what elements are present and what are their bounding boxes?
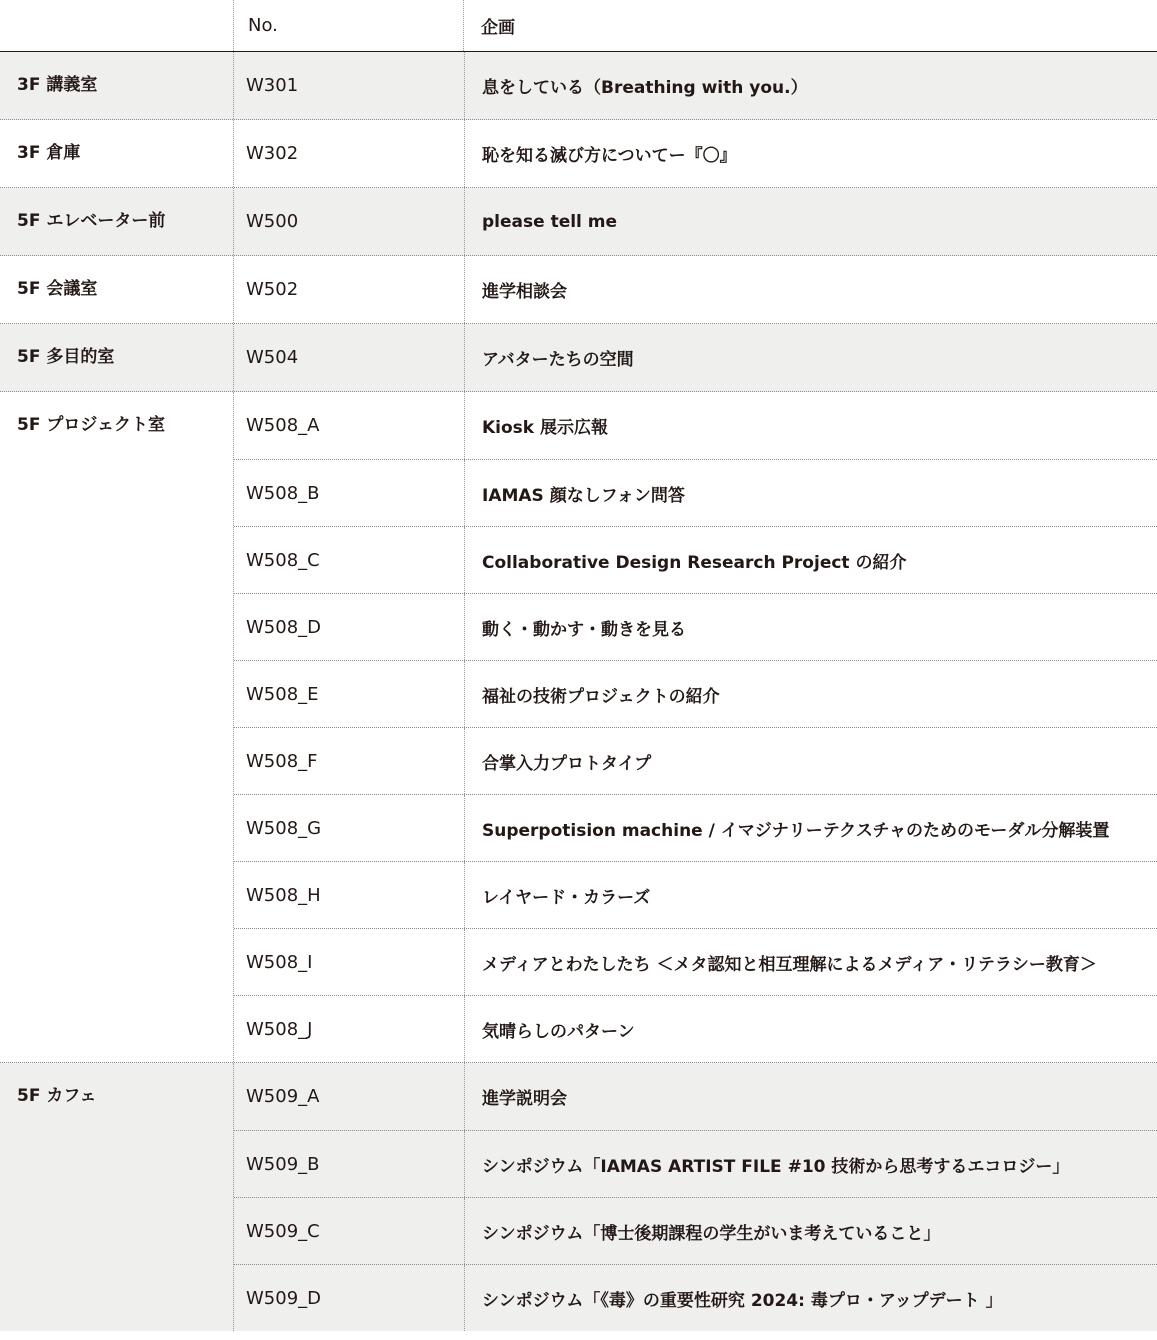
table-row bbox=[234, 1130, 1157, 1197]
exhibit-number: W509_A bbox=[246, 1086, 320, 1107]
table-row bbox=[234, 995, 1157, 1062]
exhibit-title: シンポジウム「博士後期課程の学生がいま考えていること」 bbox=[464, 1198, 1157, 1264]
exhibit-number: W502 bbox=[246, 279, 299, 300]
header-title: 企画 bbox=[463, 0, 1157, 51]
exhibit-number: W508_D bbox=[246, 616, 322, 638]
table-row bbox=[234, 660, 1157, 727]
exhibit-number: W509_D bbox=[246, 1287, 322, 1309]
location-group bbox=[0, 120, 1157, 188]
exhibit-number: W508_H bbox=[246, 884, 321, 906]
location-group bbox=[0, 392, 1157, 1063]
location-group bbox=[0, 324, 1157, 392]
location-cell: 3F 講義室 bbox=[17, 75, 98, 95]
exhibit-title: 進学相談会 bbox=[464, 256, 1157, 323]
exhibit-number: W508_B bbox=[246, 482, 320, 504]
exhibit-title: 息をしている（Breathing with you.） bbox=[464, 52, 1157, 119]
table-row bbox=[234, 1063, 1157, 1130]
exhibit-title: 合掌入力プロトタイプ bbox=[464, 728, 1157, 794]
exhibit-title: メディアとわたしたち ＜メタ認知と相互理解によるメディア・リテラシー教育＞ bbox=[464, 929, 1157, 995]
exhibit-title: please tell me bbox=[464, 188, 1157, 255]
group-rows bbox=[233, 120, 1157, 187]
table-row bbox=[234, 1264, 1157, 1331]
table-row bbox=[234, 120, 1157, 187]
table-body bbox=[0, 52, 1157, 1331]
table-row bbox=[234, 256, 1157, 323]
exhibit-number: W508_F bbox=[246, 750, 318, 772]
table-row bbox=[234, 324, 1157, 391]
location-group bbox=[0, 1063, 1157, 1331]
location-cell: 3F 倉庫 bbox=[17, 143, 81, 163]
location-cell: 5F 会議室 bbox=[17, 279, 98, 299]
group-rows bbox=[233, 1063, 1157, 1331]
table-row bbox=[234, 1197, 1157, 1264]
exhibit-title: 気晴らしのパターン bbox=[464, 996, 1157, 1062]
exhibit-number: W500 bbox=[246, 211, 299, 232]
group-rows bbox=[233, 188, 1157, 255]
exhibit-number: W504 bbox=[246, 347, 299, 368]
exhibit-title: IAMAS 顔なしフォン問答 bbox=[464, 460, 1157, 526]
location-cell: 5F プロジェクト室 bbox=[17, 415, 166, 435]
exhibit-title: アバターたちの空間 bbox=[464, 324, 1157, 391]
exhibit-number: W508_C bbox=[246, 549, 320, 571]
location-cell: 5F カフェ bbox=[17, 1086, 97, 1106]
location-group bbox=[0, 256, 1157, 324]
table-row bbox=[234, 861, 1157, 928]
location-cell: 5F エレベーター前 bbox=[17, 211, 166, 231]
exhibit-number: W508_A bbox=[246, 415, 320, 436]
exhibit-number: W509_B bbox=[246, 1153, 320, 1175]
exhibit-number: W508_J bbox=[246, 1018, 313, 1040]
exhibit-title: Kiosk 展示広報 bbox=[464, 392, 1157, 459]
table-row bbox=[234, 928, 1157, 995]
table-row bbox=[234, 794, 1157, 861]
group-rows bbox=[233, 52, 1157, 119]
table-row bbox=[234, 526, 1157, 593]
group-rows bbox=[233, 392, 1157, 1062]
exhibit-title: Collaborative Design Research Project の紹介 bbox=[464, 527, 1157, 593]
header-location-cell bbox=[0, 0, 233, 51]
location-group bbox=[0, 188, 1157, 256]
exhibit-number: W302 bbox=[246, 143, 299, 164]
location-cell: 5F 多目的室 bbox=[17, 347, 115, 367]
exhibit-number: W508_I bbox=[246, 951, 313, 973]
exhibit-title: シンポジウム「IAMAS ARTIST FILE #10 技術から思考するエコロジー」 bbox=[464, 1131, 1157, 1197]
exhibit-title: 動く・動かす・動きを見る bbox=[464, 594, 1157, 660]
table-header bbox=[0, 0, 1157, 52]
table-row bbox=[234, 459, 1157, 526]
location-group bbox=[0, 52, 1157, 120]
table-row bbox=[234, 727, 1157, 794]
table-row bbox=[234, 188, 1157, 255]
exhibit-title: Superpotision machine / イマジナリーテクスチャのためのモーダル分解装置 bbox=[464, 795, 1157, 861]
table-row bbox=[234, 392, 1157, 459]
exhibit-title: レイヤード・カラーズ bbox=[464, 862, 1157, 928]
table-row bbox=[234, 52, 1157, 119]
exhibit-title: シンポジウム「《毒》の重要性研究 2024: 毒プロ・アップデート 」 bbox=[464, 1265, 1157, 1331]
group-rows bbox=[233, 324, 1157, 391]
exhibit-title: 福祉の技術プロジェクトの紹介 bbox=[464, 661, 1157, 727]
exhibit-title: 恥を知る滅び方についてー『〇』 bbox=[464, 120, 1157, 187]
exhibit-number: W301 bbox=[246, 75, 299, 96]
exhibit-number: W508_E bbox=[246, 683, 319, 705]
table-row bbox=[234, 593, 1157, 660]
exhibit-title: 進学説明会 bbox=[464, 1063, 1157, 1130]
exhibit-number: W508_G bbox=[246, 817, 322, 839]
group-rows bbox=[233, 256, 1157, 323]
header-no: No. bbox=[233, 0, 463, 51]
exhibit-number: W509_C bbox=[246, 1220, 320, 1242]
